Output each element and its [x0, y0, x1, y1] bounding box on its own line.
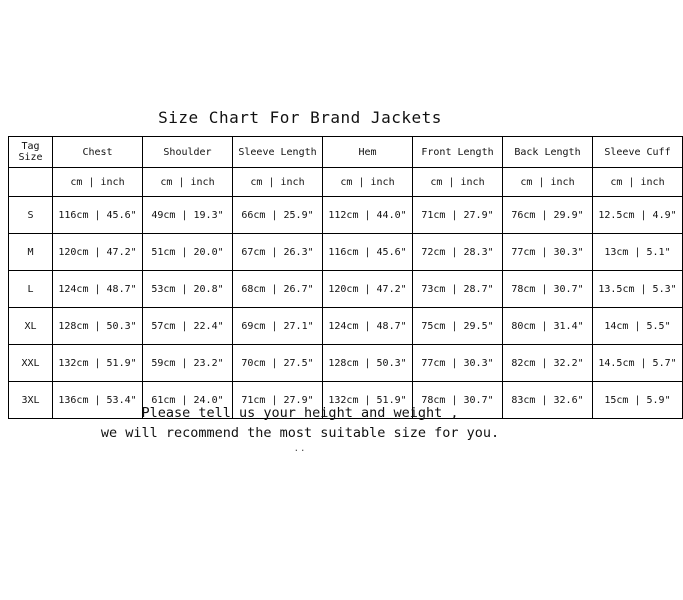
- cell-shoulder: 49cm | 19.3": [143, 197, 233, 234]
- cell-hem: 112cm | 44.0": [323, 197, 413, 234]
- cell-tag-size: XXL: [9, 345, 53, 382]
- column-header-chest: Chest: [53, 137, 143, 168]
- column-header-sleeve-cuff: Sleeve Cuff: [593, 137, 683, 168]
- cell-front-length: 77cm | 30.3": [413, 345, 503, 382]
- column-header-hem: Hem: [323, 137, 413, 168]
- cell-tag-size: S: [9, 197, 53, 234]
- size-recommendation-note: [0, 404, 600, 456]
- cell-back-length: 76cm | 29.9": [503, 197, 593, 234]
- cell-shoulder: 57cm | 22.4": [143, 308, 233, 345]
- cell-shoulder: 61cm | 24.0": [143, 382, 233, 419]
- table-unit-row: [9, 168, 683, 197]
- cell-sleeve-cuff: 13cm | 5.1": [593, 234, 683, 271]
- cell-shoulder: 59cm | 23.2": [143, 345, 233, 382]
- cell-sleeve-length: 70cm | 27.5": [233, 345, 323, 382]
- unit-cell-shoulder: cm | inch: [143, 168, 233, 197]
- cell-chest: 120cm | 47.2": [53, 234, 143, 271]
- cell-back-length: 82cm | 32.2": [503, 345, 593, 382]
- cell-sleeve-length: 67cm | 26.3": [233, 234, 323, 271]
- tag-size-line2: Size: [18, 152, 43, 163]
- cell-sleeve-cuff: 12.5cm | 4.9": [593, 197, 683, 234]
- cell-sleeve-cuff: 15cm | 5.9": [593, 382, 683, 419]
- page-title: Size Chart For Brand Jackets: [158, 108, 442, 127]
- cell-chest: 132cm | 51.9": [53, 345, 143, 382]
- cell-back-length: 78cm | 30.7": [503, 271, 593, 308]
- cell-back-length: 83cm | 32.6": [503, 382, 593, 419]
- cell-sleeve-length: 66cm | 25.9": [233, 197, 323, 234]
- cell-hem: 120cm | 47.2": [323, 271, 413, 308]
- cell-front-length: 71cm | 27.9": [413, 197, 503, 234]
- cell-front-length: 78cm | 30.7": [413, 382, 503, 419]
- cell-front-length: 75cm | 29.5": [413, 308, 503, 345]
- cell-hem: 124cm | 48.7": [323, 308, 413, 345]
- column-header-shoulder: Shoulder: [143, 137, 233, 168]
- cell-tag-size: L: [9, 271, 53, 308]
- cell-sleeve-cuff: 14.5cm | 5.7": [593, 345, 683, 382]
- table-row: [9, 308, 683, 345]
- size-chart-table: [8, 136, 683, 419]
- table-row: [9, 271, 683, 308]
- cell-back-length: 80cm | 31.4": [503, 308, 593, 345]
- unit-cell-back-length: cm | inch: [503, 168, 593, 197]
- unit-cell-tag-size: [9, 168, 53, 197]
- unit-cell-sleeve-cuff: cm | inch: [593, 168, 683, 197]
- cell-front-length: 72cm | 28.3": [413, 234, 503, 271]
- cell-tag-size: M: [9, 234, 53, 271]
- cell-sleeve-cuff: 13.5cm | 5.3": [593, 271, 683, 308]
- note-line-2: we will recommend the most suitable size for you.: [100, 424, 500, 441]
- cell-chest: 116cm | 45.6": [53, 197, 143, 234]
- size-chart-table-wrapper: [8, 136, 677, 419]
- column-header-back-length: Back Length: [503, 137, 593, 168]
- cell-chest: 128cm | 50.3": [53, 308, 143, 345]
- cell-hem: 132cm | 51.9": [323, 382, 413, 419]
- cell-tag-size: 3XL: [9, 382, 53, 419]
- cell-sleeve-length: 71cm | 27.9": [233, 382, 323, 419]
- column-header-tag-size: [9, 137, 53, 168]
- table-header-row: [9, 137, 683, 168]
- tag-size-line1: Tag: [21, 140, 40, 152]
- cell-tag-size: XL: [9, 308, 53, 345]
- cell-hem: 116cm | 45.6": [323, 234, 413, 271]
- cell-chest: 136cm | 53.4": [53, 382, 143, 419]
- note-line-1: Please tell us your height and weight ,: [141, 405, 459, 421]
- cell-hem: 128cm | 50.3": [323, 345, 413, 382]
- cell-shoulder: 51cm | 20.0": [143, 234, 233, 271]
- table-row: [9, 197, 683, 234]
- cell-sleeve-cuff: 14cm | 5.5": [593, 308, 683, 345]
- unit-cell-front-length: cm | inch: [413, 168, 503, 197]
- cell-sleeve-length: 68cm | 26.7": [233, 271, 323, 308]
- unit-cell-hem: cm | inch: [323, 168, 413, 197]
- table-row: [9, 234, 683, 271]
- table-row: [9, 345, 683, 382]
- column-header-sleeve-length: Sleeve Length: [233, 137, 323, 168]
- cell-back-length: 77cm | 30.3": [503, 234, 593, 271]
- column-header-front-length: Front Length: [413, 137, 503, 168]
- cell-chest: 124cm | 48.7": [53, 271, 143, 308]
- note-line-3: ..: [293, 444, 307, 455]
- unit-cell-sleeve-length: cm | inch: [233, 168, 323, 197]
- cell-shoulder: 53cm | 20.8": [143, 271, 233, 308]
- cell-sleeve-length: 69cm | 27.1": [233, 308, 323, 345]
- unit-cell-chest: cm | inch: [53, 168, 143, 197]
- cell-front-length: 73cm | 28.7": [413, 271, 503, 308]
